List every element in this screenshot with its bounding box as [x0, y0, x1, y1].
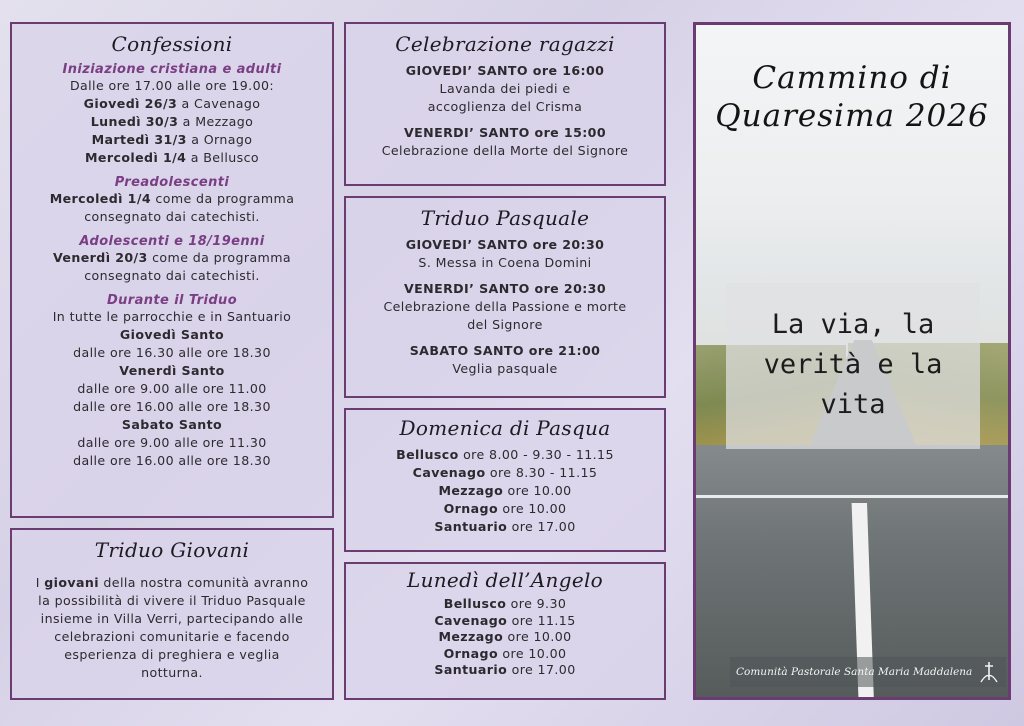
subheading-adolescenti: Adolescenti e 18/19enni — [79, 234, 265, 249]
cover-title-line2: Quaresima 2026 — [715, 98, 989, 134]
list-item: Martedì 31/3 a Ornago — [91, 132, 253, 147]
lunedi-angelo-panel — [344, 562, 666, 700]
subheading-iniziazione: Iniziazione cristiana e adulti — [62, 62, 282, 77]
event-desc: Celebrazione della Passione e morte — [383, 299, 627, 314]
subheading-triduo: Durante il Triduo — [106, 293, 238, 308]
preadolescenti-text-2: consegnato dai catechisti. — [84, 209, 260, 224]
mass-row: Santuario ore 17.00 — [434, 519, 576, 534]
motto-line: La via, la — [771, 309, 935, 340]
triduo-intro: In tutte le parrocchie e in Santuario — [52, 309, 292, 324]
adolescenti-text: Venerdì 20/3 come da programma — [52, 250, 292, 265]
lunedi-angelo-title: Lunedì dell’Angelo — [406, 568, 604, 592]
subheading-preadolescenti: Preadolescenti — [114, 175, 230, 190]
mass-row: Cavenago ore 11.15 — [434, 612, 576, 628]
event-desc: del Signore — [467, 317, 543, 332]
event-when: VENERDI’ SANTO ore 15:00 — [403, 125, 606, 140]
event-when: SABATO SANTO ore 21:00 — [409, 343, 601, 358]
giovani-text: insieme in Villa Verri, partecipando alle — [40, 611, 304, 626]
domenica-pasqua-title: Domenica di Pasqua — [399, 416, 611, 440]
mass-row: Ornago ore 10.00 — [443, 501, 567, 516]
mass-row: Ornago ore 10.00 — [443, 645, 567, 661]
event-desc: Veglia pasquale — [452, 361, 558, 376]
triduo-giovani-title: Triduo Giovani — [94, 538, 250, 562]
preadolescenti-text: Mercoledì 1/4 come da programma — [49, 191, 295, 206]
time-line: dalle ore 16.30 alle ore 18.30 — [73, 345, 271, 360]
giovani-text: I giovani della nostra comunità avranno — [35, 575, 309, 590]
day-label: Venerdì Santo — [119, 363, 225, 378]
mass-row: Bellusco ore 9.30 — [443, 596, 567, 611]
giovani-text: celebrazioni comunitarie e facendo — [54, 629, 290, 644]
event-desc: Celebrazione della Morte del Signore — [381, 143, 629, 158]
time-line: dalle ore 9.00 alle ore 11.00 — [77, 381, 267, 396]
giovani-text: notturna. — [141, 665, 203, 680]
day-label: Sabato Santo — [121, 417, 223, 432]
motto-line: vita — [820, 389, 886, 420]
time-line: dalle ore 9.00 alle ore 11.30 — [77, 435, 267, 450]
intro-text: Dalle ore 17.00 alle ore 19.00: — [69, 78, 275, 93]
mass-row: Santuario ore 17.00 — [434, 662, 576, 677]
giovani-text: la possibilità di vivere il Triduo Pasquale — [38, 593, 306, 608]
event-desc: S. Messa in Coena Domini — [418, 255, 592, 270]
cover-panel — [693, 22, 1011, 700]
road-edge-line — [696, 495, 1008, 498]
domenica-pasqua-panel — [344, 408, 666, 552]
motto-line: verità e la — [763, 349, 943, 380]
day-label: Giovedì Santo — [119, 327, 225, 342]
triduo-giovani-panel — [10, 528, 334, 700]
triduo-pasquale-panel — [344, 196, 666, 398]
giovani-text: esperienza di preghiera e veglia — [64, 647, 280, 662]
cover-title — [696, 59, 1008, 135]
triduo-pasquale-title: Triduo Pasquale — [420, 206, 590, 230]
celebrazione-ragazzi-panel — [344, 22, 666, 186]
list-item: Giovedì 26/3 a Cavenago — [83, 96, 261, 111]
confessioni-title: Confessioni — [111, 32, 233, 56]
mass-row: Mezzago ore 10.00 — [438, 629, 572, 644]
time-line: dalle ore 16.00 alle ore 18.30 — [73, 453, 271, 468]
community-footer — [730, 657, 1006, 687]
mass-row: Cavenago ore 8.30 - 11.15 — [412, 465, 598, 480]
event-when: VENERDI’ SANTO ore 20:30 — [403, 281, 606, 296]
cross-figure-icon — [978, 660, 1000, 684]
event-when: GIOVEDI’ SANTO ore 20:30 — [405, 237, 605, 252]
community-name: Comunità Pastorale Santa Maria Maddalena — [736, 666, 973, 678]
event-desc: Lavanda dei piedi e — [439, 81, 571, 96]
adolescenti-text-2: consegnato dai catechisti. — [84, 268, 260, 283]
mass-row: Bellusco ore 8.00 - 9.30 - 11.15 — [396, 447, 614, 462]
mass-row: Mezzago ore 10.00 — [438, 483, 572, 498]
cover-title-line1: Cammino di — [752, 60, 952, 96]
time-line: dalle ore 16.00 alle ore 18.30 — [73, 399, 271, 414]
motto-box — [726, 283, 980, 449]
event-desc: accoglienza del Crisma — [427, 99, 583, 114]
event-when: GIOVEDI’ SANTO ore 16:00 — [405, 63, 605, 78]
list-item: Mercoledì 1/4 a Bellusco — [85, 150, 259, 165]
list-item: Lunedì 30/3 a Mezzago — [90, 114, 254, 129]
confessioni-panel — [10, 22, 334, 518]
celebrazione-ragazzi-title: Celebrazione ragazzi — [395, 32, 615, 56]
